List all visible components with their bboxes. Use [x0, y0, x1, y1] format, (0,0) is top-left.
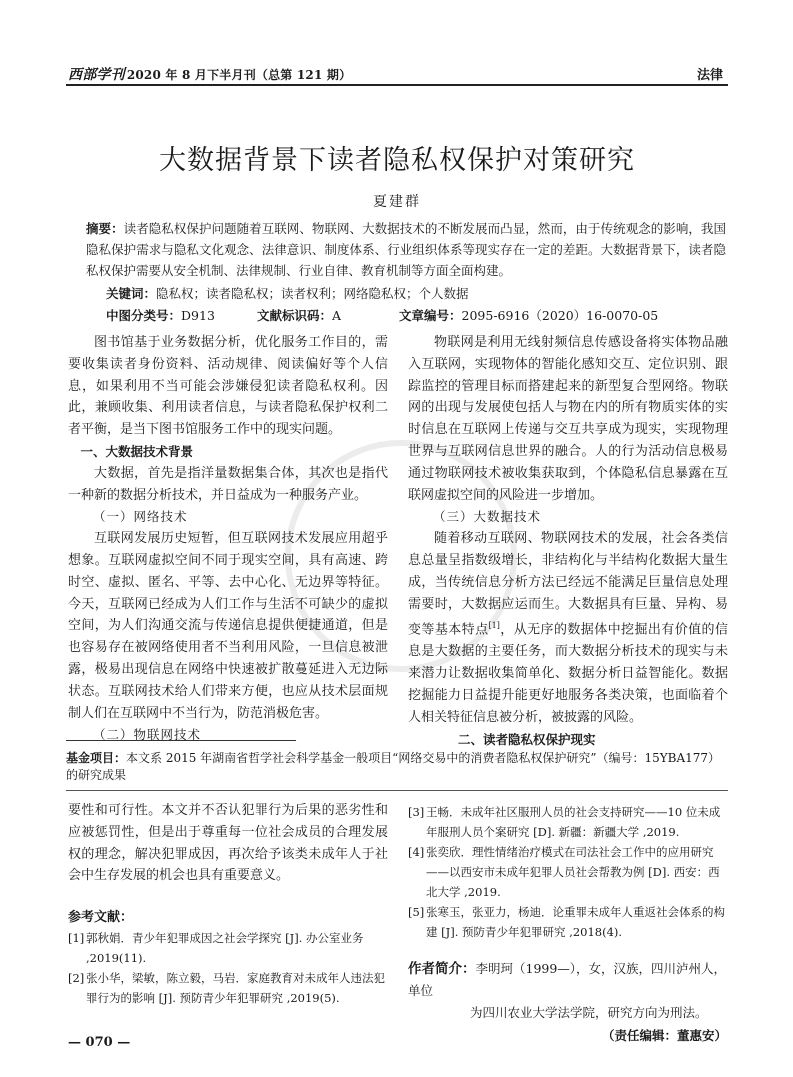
issue-info: 2020 年 8 月下半月刊（总第 121 期）: [126, 68, 352, 82]
funding-note: [66, 750, 728, 784]
footnote-rule: [66, 740, 296, 741]
keywords-label: 关键词：: [106, 286, 157, 301]
header-rule: [66, 84, 728, 86]
paragraph: 图书馆基于业务数据分析，优化服务工作目的，需要收集读者身份资料、活动规律、阅读偏好等个人信息，如果利用不当可能会涉嫌侵犯读者隐私权利。因此，兼顾收集、利用读者信息，与读者隐私保护权利二者平衡，是当下图书馆服务工作中的现实问题。: [68, 335, 388, 438]
keywords-text: 隐私权；读者隐私权；读者权利；网络隐私权；个人数据: [156, 286, 469, 301]
abstract-text: 读者隐私权保护问题随着互联网、物联网、大数据技术的不断发展而凸显，然而，由于传统观念的影响，我国隐私保护需求与隐私文化观念、法律意识、制度体系、行业组织体系等现实存在一定的差距。大数据背景下，读者隐私权保护需要从安全机制、法律规制、行业自律、教育机制等方面全面构建。: [86, 221, 726, 278]
right-column: [408, 332, 728, 750]
abstract-label: 摘要：: [86, 221, 124, 236]
paragraph: 互联网发展历史短暂，但互联网技术发展应用超乎想象。互联网虚拟空间不同于现实空间，具有高速、跨时空、虚拟、匿名、平等、去中心化、无边界等特征。今天，互联网已经成为人们工作与生活不可缺少的虚拟空间，为人们沟通交流与传递信息提供便捷通道，但是也容易存在被网络使用者不当利用风险，一旦信息被泄露，极易出现信息在网络中快速被扩散蔓延进入无边际状态。互联网技术给人们带来方便，也应从技术层面规制人们在互联网中不当行为，防范消极危害。: [68, 531, 388, 721]
citation: [1]: [488, 621, 500, 631]
subsection-heading: （二）物联网技术: [93, 727, 202, 743]
journal-name: 西部学刊: [68, 67, 125, 83]
editor-credit: （责任编辑：董惠安）: [601, 1028, 727, 1043]
keywords: [106, 284, 469, 302]
reference-item: [5] 张寒玉，张亚力，杨迪．论重罪未成年人重返社会体系的构建 [J]. 预防青少年犯罪研究 ,2018(4).: [408, 905, 725, 939]
conclusion: [68, 800, 388, 887]
page-separator: [66, 790, 728, 791]
paragraph: 大数据，首先是指洋量数据集合体，其次也是指代一种新的数据分析技术，并日益成为一种服务产业。: [68, 465, 388, 503]
section-name: 法律: [696, 68, 723, 83]
section-heading: 二、读者隐私权保护现实: [458, 731, 596, 747]
left-column: [68, 332, 388, 746]
author-bio: 作者简介：李明珂（1999—），女，汉族，四川泸州人，单位 为四川农业大学法学院，研究方向为刑法。: [408, 961, 727, 1020]
subsection-heading: （三）大数据技术: [433, 509, 542, 525]
reference-item: [1] 郭秋娟．青少年犯罪成因之社会学探究 [J]. 办公室业务 ,2019(11).: [68, 931, 364, 965]
page-number: — 070 —: [68, 1035, 131, 1050]
running-header: [68, 64, 351, 84]
reference-item: [4] 张奕欣．理性情绪治疗模式在司法社会工作中的应用研究——以西安市未成年犯罪人员社会帮教为例 [D]. 西安：西北大学 ,2019.: [408, 845, 720, 899]
document-code: 文献标识码：A: [257, 308, 342, 323]
subsection-heading: （一）网络技术: [93, 509, 188, 525]
reference-item: [2] 张小华，梁敏，陈立毅，马岩．家庭教育对未成年人违法犯罪行为的影响 [J]. 预防青少年犯罪研究 ,2019(5).: [68, 971, 385, 1005]
paragraph: 物联网是利用无线射频信息传感设备将实体物品融入互联网，实现物体的智能化感知交互、定位识别、跟踪监控的管理目标而搭建起来的新型复合型网络。物联网的出现与发展使包括人与物在内的所有物质实体的实时信息在互联网上传递与交互共享成为现实，实现物理世界与互联网信息世界的融合。人的行为活动信息极易通过物联网技术被收集获取到，个体隐私信息暴露在互联网虚拟空间的风险进一步增加。: [408, 335, 728, 503]
author-name: 夏建群: [373, 194, 421, 210]
clc-code: 中图分类号：D913: [106, 308, 215, 323]
reference-item: [3] 王畅．未成年社区服刑人员的社会支持研究——10 位未成年服刑人员个案研究 [D]. 新疆：新疆大学 ,2019.: [408, 805, 721, 839]
abstract: [86, 218, 726, 281]
funding-text: 本文系 2015 年湖南省哲学社会科学基金一般项目“网络交易中的消费者隐私权保护研究”（编号：15YBA177）的研究成果: [66, 751, 721, 782]
article-number: 文章编号：2095-6916（2020）16-0070-05: [399, 308, 659, 323]
funding-label: 基金项目：: [66, 751, 127, 765]
paragraph: 随着移动互联网、物联网技术的发展，社会各类信息总量呈指数级增长，非结构化与半结构化数据大量生成，当传统信息分析方法已经远不能满足巨量信息处理需要时，大数据应运而生。大数据具有巨量、异构、易变等基本特点[1]，从无序的数据体中挖掘出有价值的信息是大数据的主要任务，而大数据分析技术的现实与未来潜力让数据收集简单化、数据分析日益智能化。数据挖掘能力日益提升能更好地服务各类决策，也面临着个人相关特征信息被分析，被披露的风险。: [408, 531, 728, 725]
bio-label: 作者简介：: [408, 961, 476, 977]
references-title: 参考文献：: [68, 910, 134, 925]
section-heading: 一、大数据技术背景: [80, 443, 194, 459]
article-title: 大数据背景下读者隐私权保护对策研究: [159, 145, 635, 176]
paragraph: 要性和可行性。本文并不否认犯罪行为后果的恶劣性和应被惩罚性，但是出于尊重每一位社会成员的合理发展权的理念，解决犯罪成因，再次给予该类未成年人于社会中生存发展的机会也具有重要意义。: [68, 803, 388, 884]
